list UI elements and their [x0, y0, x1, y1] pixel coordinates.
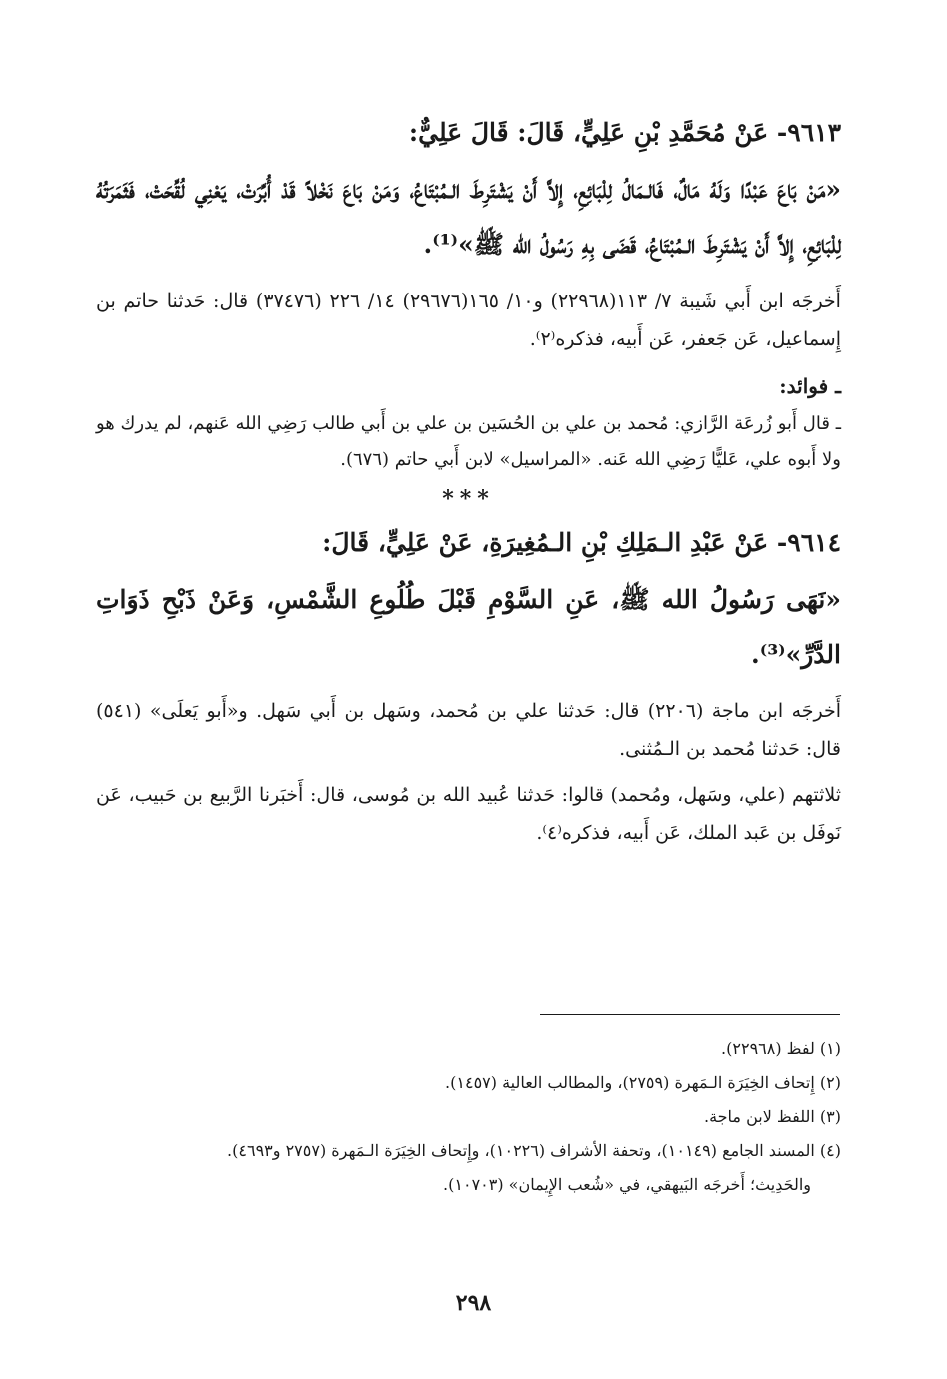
- hadith-9613-takhrij: أَخرجَه ابن أَبي شَيبة ٧/ ١١٣(٢٢٩٦٨) و١٠/ ١٦٥(٢٩٦٧٦) ١٤/ ٢٢٦ (٣٧٤٧٦) قال: حَدثنا حاتم بن إِسماعيل، عَن جَعفر، عَن أَبيه، فذكره⁽٢⁾.: [96, 290, 841, 350]
- footnote-1: (١) لفظ (٢٢٩٦٨).: [721, 1039, 841, 1058]
- hadith-9613-heading: ٩٦١٣- عَنْ مُحَمَّدِ بْنِ عَلِيٍّ، قَالَ: قَالَ عَلِيٌّ:: [408, 118, 841, 147]
- footnote-2: (٢) إِتحاف الخِيَرَة الـمَهرة (٢٧٥٩)، والمطالب العالية (١٤٥٧).: [445, 1073, 841, 1092]
- section-separator: ***: [442, 486, 495, 512]
- footnote-4-continuation: والحَدِيث؛ أَخرجَه البَيهقي، في «شُعب الإِيمان» (١٠٧٠٣).: [443, 1175, 811, 1194]
- hadith-9614-heading: ٩٦١٤- عَنْ عَبْدِ الـمَلِكِ بْنِ الـمُغِيرَةِ، عَنْ عَلِيٍّ، قَالَ:: [322, 528, 841, 557]
- benefits-text: ـ قال أَبو زُرعَة الرَّازي: مُحمد بن علي بن الحُسَين بن علي بن أَبي طالب رَضِي الله عَنهم، لم يدرك هو ولا أَبوه علي، عَليًّا رَضِي الله عَنه. «المراسيل» لابن أَبي حاتم (٦٧٦).: [96, 413, 841, 470]
- page-body: [96, 110, 841, 860]
- hadith-9614-takhrij-2: ثلاثتهم (علي، وسَهل، ومُحمد) قالوا: حَدثنا عُبيد الله بن مُوسى، قال: أَخبَرنا الرَّبيع بن حَبيب، عَن نَوفَل بن عَبد الملك، عَن أَبيه، فذكره⁽٤⁾.: [96, 784, 841, 844]
- footnote-3: (٣) اللفظ لابن ماجة.: [704, 1107, 841, 1126]
- footnotes: [96, 1032, 841, 1202]
- footnote-divider: [540, 1014, 840, 1015]
- hadith-9614-takhrij-1: أَخرجَه ابن ماجة (٢٢٠٦) قال: حَدثنا علي بن مُحمد، وسَهل بن أَبي سَهل. و«أَبو يَعلَى» (٥٤١) قال: حَدثنا مُحمد بن الـمُثنى.: [96, 700, 842, 760]
- page-number: ٢٩٨: [455, 1290, 492, 1316]
- footnote-4: (٤) المسند الجامع (١٠١٤٩)، وتحفة الأشراف (١٠٢٢٦)، وإِتحاف الخِيَرَة الـمَهرة (٢٧٥٧ و٤٦٩٣).: [227, 1141, 841, 1160]
- benefits-label: ـ فوائد:: [779, 374, 841, 398]
- hadith-9613-text: «مَنْ بَاعَ عَبْدًا وَلَهُ مَالٌ، فَالـمَالُ لِلْبَائِعِ، إِلاَّ أَنْ يَشْتَرِطَ الـمُبْتَاعُ، وَمَنْ بَاعَ نَخْلاً قَدْ أُبِّرَتْ، يَعْنِي لُقِّحَتْ، فَثَمَرَتُهُ لِلْبَائِعِ، إِلاَّ أَنْ يَشْتَرِطَ الـمُبْتَاعُ، قَضَى بِهِ رَسُولُ الله ﷺ»⁽¹⁾.: [96, 175, 841, 259]
- hadith-9614-text: «نَهَى رَسُولُ الله ﷺ، عَنِ السَّوْمِ قَبْلَ طُلُوعِ الشَّمْسِ، وَعَنْ ذَبْحِ ذَوَاتِ الدَّرِّ»⁽³⁾.: [96, 585, 841, 669]
